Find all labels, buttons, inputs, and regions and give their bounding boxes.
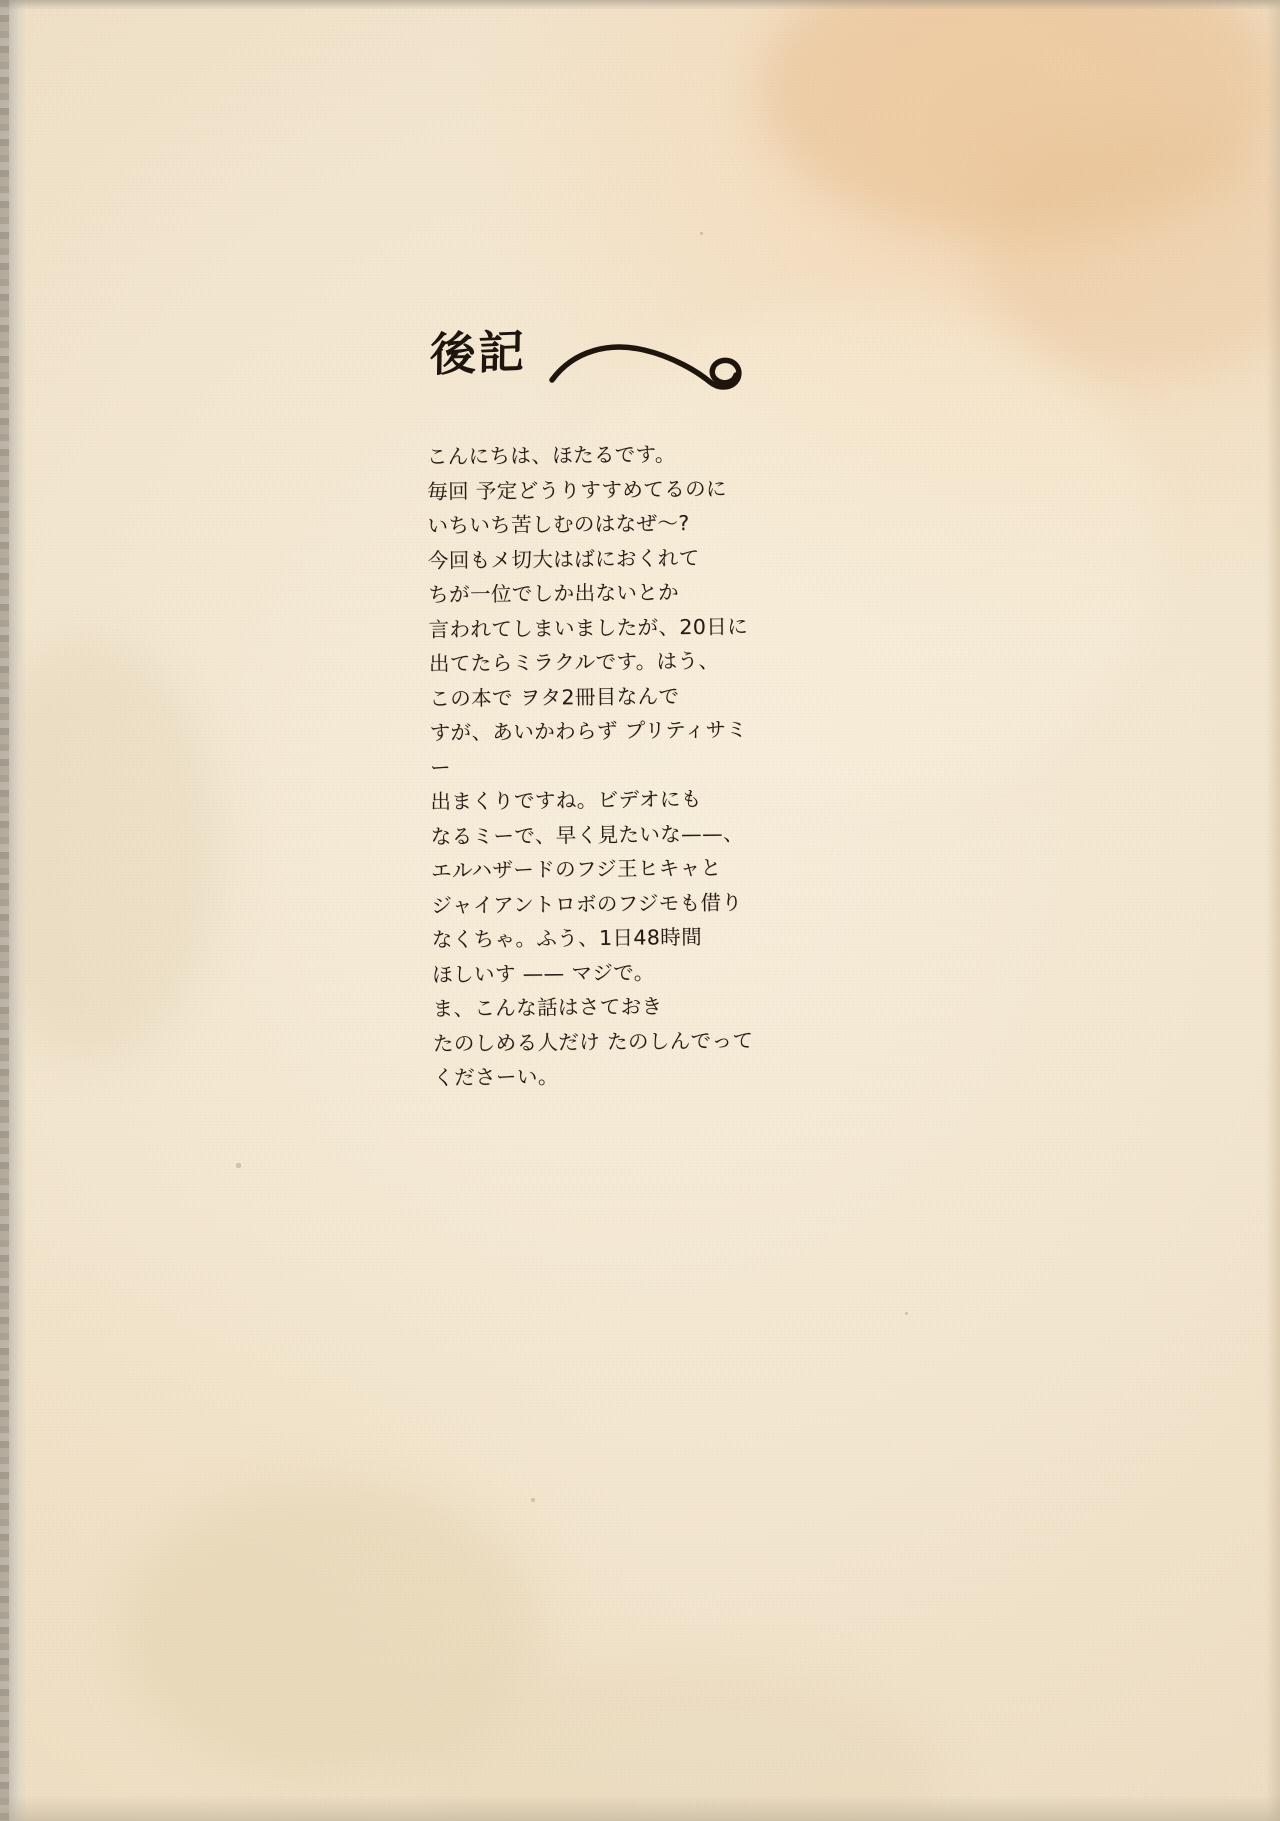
paper-stain-bottom-left xyxy=(120,1480,540,1780)
afterword-block xyxy=(426,324,760,1094)
paper-stain-right xyxy=(980,120,1280,380)
paper-fleck xyxy=(700,232,703,235)
scan-top-edge-shadow xyxy=(0,0,1280,10)
torn-paper-edge xyxy=(0,0,9,1821)
paper-fleck xyxy=(531,1498,535,1502)
afterword-body-text: こんにちは、ほたるです。 毎回 予定どうりすすめてるのに いちいち苦しむのはなぜ〜? 今回もメ切大はばにおくれて ちが一位でしか出ないとか 言われてしまいましたが、20日に 出てたらミラクルです。はう、 この本で ヲタ2冊目なんで すが、あいかわらず プリティサミー 出まくりですね。ビデオにも なるミーで、早く見たいな——、 エルハザードのフジ王ヒキャと ジャイアントロボのフジモも借り なくちゃ。ふう、1日48時間 ほしいす —— マジで。 ま、こんな話はさておき たのしめる人だけ たのしんでって くださーい。 xyxy=(426,442,754,1090)
paper-stain-bottom xyxy=(420,1660,940,1821)
paper-stain-left xyxy=(0,640,220,1060)
afterword-heading-text: 後記 xyxy=(429,324,527,382)
paper-fleck xyxy=(905,1312,908,1315)
paper-stain-top-right xyxy=(760,0,1280,240)
afterword-heading xyxy=(429,324,760,416)
scan-right-edge-shadow xyxy=(1266,0,1280,1821)
swirl-flourish-icon xyxy=(548,336,748,410)
scan-left-edge-shadow xyxy=(0,0,26,1821)
paper-fleck xyxy=(236,1163,241,1168)
scan-bottom-edge-shadow xyxy=(0,1795,1280,1821)
